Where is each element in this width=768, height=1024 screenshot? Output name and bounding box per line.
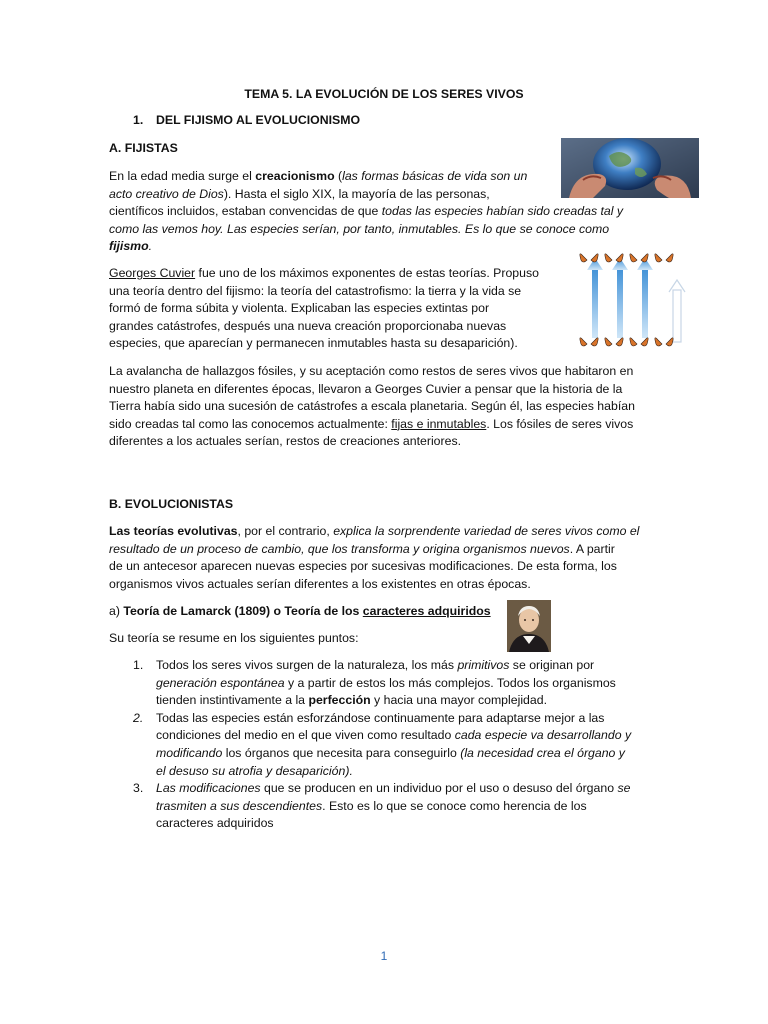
fijistas-paragraph-3 bbox=[109, 363, 669, 451]
text-run: ). Hasta el siglo XIX, la mayoría de las personas, bbox=[223, 186, 490, 201]
term-perfeccion: perfección bbox=[308, 693, 371, 708]
list-marker: 2. bbox=[133, 710, 144, 725]
evolucionistas-heading: B. EVOLUCIONISTAS bbox=[109, 497, 234, 511]
text-run: acto creativo de Dios bbox=[109, 186, 224, 201]
text-run: una teoría dentro del fijismo: la teoría del catastrofismo: la tierra y la vida se bbox=[109, 283, 522, 298]
fijistas-paragraph-1 bbox=[109, 168, 669, 256]
term-fijismo: fijismo bbox=[109, 239, 149, 254]
text-run: organismos vivos actuales serían diferentes a los existentes en otras épocas. bbox=[109, 576, 531, 591]
text-run: diferentes a los actuales serían, restos de creaciones anteriores. bbox=[109, 434, 462, 449]
text-run: . bbox=[148, 239, 153, 254]
fixed-species-diagram bbox=[578, 250, 688, 352]
text-run: fue uno de los máximos exponentes de estas teorías. Propuso bbox=[195, 266, 539, 280]
list-item bbox=[109, 710, 659, 780]
text-run: ( bbox=[334, 169, 343, 183]
lamarck-heading bbox=[109, 603, 491, 621]
text-run: nuestro planeta en diferentes épocas, llevaron a Georges Cuvier a pensar que la historia de la bbox=[109, 381, 623, 396]
evolucionistas-paragraph-1 bbox=[109, 523, 669, 593]
list-item bbox=[109, 657, 659, 710]
text-run: cada especie va desarrollando y bbox=[454, 728, 632, 743]
link-georges-cuvier: Georges Cuvier bbox=[109, 266, 196, 280]
text-run: caracteres adquiridos bbox=[156, 816, 274, 831]
text-run: explica la sorprendente variedad de seres vivos como el bbox=[333, 524, 640, 538]
text-run: resultado de un proceso de cambio, que los transforma y origina organismos nuevos bbox=[109, 541, 570, 556]
term-teorias-evolutivas: Las teorías evolutivas bbox=[109, 524, 238, 538]
text-run: científicos incluidos, estaban convencidas de que bbox=[109, 204, 382, 219]
text-run: de un antecesor aparecen nuevas especies por sucesivas modificaciones. De esta forma, los bbox=[109, 559, 617, 574]
text-run: En la edad media surge el bbox=[109, 169, 256, 183]
page-number: 1 bbox=[380, 949, 388, 963]
text-run: y a partir de estos los más complejos. Todos los organismos bbox=[284, 675, 616, 690]
text-run: . Esto es lo que se conoce como herencia de los bbox=[322, 798, 587, 813]
text-run: las formas básicas de vida son un bbox=[342, 169, 528, 183]
text-run: como las vemos hoy. Las especies serían, por tanto, inmutables. Es lo que se conoce como bbox=[109, 221, 610, 236]
term-fijas-inmutables: fijas e inmutables bbox=[391, 416, 487, 431]
text-run: se originan por bbox=[509, 658, 595, 672]
text-run: a) bbox=[109, 604, 124, 618]
text-run: generación espontánea bbox=[156, 675, 285, 690]
text-run: Teoría de Lamarck (1809) o Teoría de los bbox=[123, 604, 363, 618]
text-run: el desuso su atrofia y desaparición). bbox=[156, 763, 353, 778]
text-run: sido creadas tal como las conocemos actualmente: bbox=[109, 416, 392, 431]
text-run: . Los fósiles de seres vivos bbox=[486, 416, 634, 431]
text-run: (la necesidad crea el órgano y bbox=[460, 745, 625, 760]
text-run: Las modificaciones bbox=[156, 781, 261, 796]
list-marker: 3. bbox=[133, 781, 144, 796]
text-run: primitivos bbox=[457, 658, 510, 672]
text-run: que se producen en un individuo por el uso o desuso del órgano bbox=[260, 781, 618, 796]
text-run: , por el contrario, bbox=[237, 524, 334, 538]
term-creacionismo: creacionismo bbox=[255, 169, 335, 183]
text-run: Tierra había sido una sucesión de catástrofes a escala planetaria. Según él, las especies habían bbox=[109, 399, 635, 414]
text-run: y hacia una mayor complejidad. bbox=[370, 693, 547, 708]
text-run: se bbox=[617, 781, 631, 796]
text-run: modificando bbox=[156, 745, 223, 760]
text-run: La avalancha de hallazgos fósiles, y su aceptación como restos de seres vivos que habitaron en bbox=[109, 364, 634, 378]
text-run: especies, que aparecían y permanecen inmutables hasta su desaparición). bbox=[109, 336, 518, 351]
list-item bbox=[109, 780, 659, 833]
text-run: tienden instintivamente a la bbox=[156, 693, 309, 708]
lamarck-portrait bbox=[507, 600, 551, 652]
text-run: Todas las especies están esforzándose continuamente para adaptarse mejor a las bbox=[156, 710, 605, 725]
fijistas-heading: A. FIJISTAS bbox=[109, 141, 178, 155]
section-heading bbox=[133, 112, 360, 130]
text-run: todas las especies habían sido creadas tal y bbox=[381, 204, 624, 219]
lamarck-points-list bbox=[109, 657, 659, 833]
section-number: 1. bbox=[133, 113, 144, 127]
fijistas-paragraph-2 bbox=[109, 265, 569, 353]
text-run: condiciones del medio en el que viven como resultado bbox=[156, 728, 455, 743]
text-run: trasmiten a sus descendientes bbox=[156, 798, 323, 813]
document-title: TEMA 5. LA EVOLUCIÓN DE LOS SERES VIVOS bbox=[244, 87, 524, 101]
text-run: . A partir bbox=[569, 541, 615, 556]
text-run: grandes catástrofes, después una nueva creación proporcionaba nuevas bbox=[109, 318, 507, 333]
text-run: Todos los seres vivos surgen de la naturaleza, los más bbox=[156, 658, 458, 672]
section-label: DEL FIJISMO AL EVOLUCIONISMO bbox=[156, 113, 361, 127]
summary-line: Su teoría se resume en los siguientes puntos: bbox=[109, 631, 359, 645]
term-caracteres-adquiridos: caracteres adquiridos bbox=[362, 604, 491, 618]
text-run: los órganos que necesita para conseguirlo bbox=[222, 745, 461, 760]
list-marker: 1. bbox=[133, 658, 144, 672]
text-run: formó de forma súbita y violenta. Explicaban las especies extintas por bbox=[109, 301, 490, 316]
